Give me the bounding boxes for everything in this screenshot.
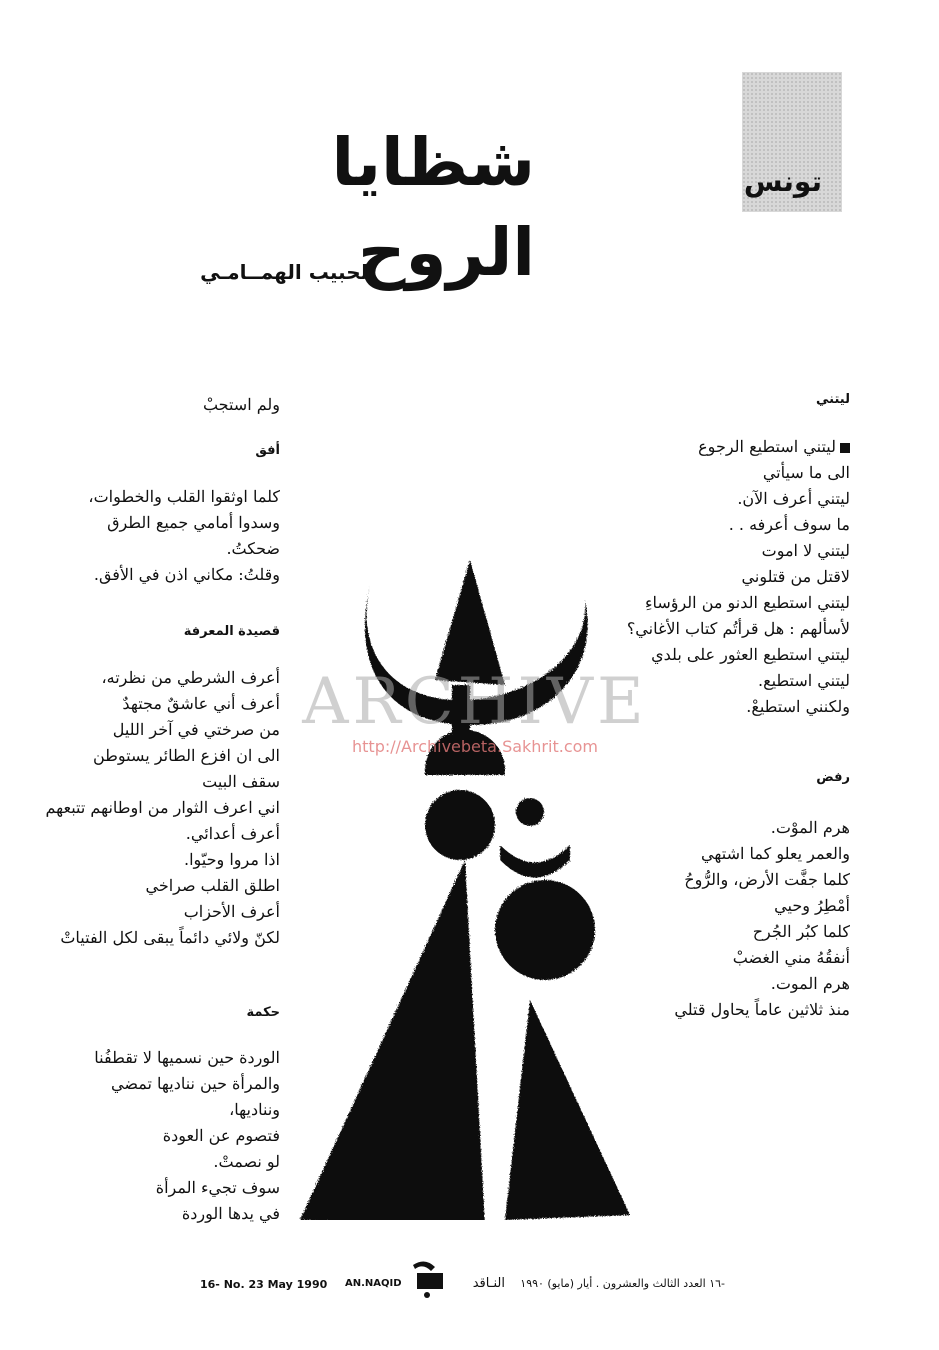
poem-line: أعرف أني عاشقٌ مجتهدٌ: [122, 694, 280, 713]
poem-body-hikma: [60, 1045, 280, 1227]
page-title: شظايا الروح: [331, 124, 535, 291]
poem-line: ليتني أعرف الآن.: [737, 489, 850, 508]
poem-line: وقلتُ: مكاني اذن في الأفق.: [93, 565, 280, 584]
watermark-text: ARCHIVE: [302, 665, 648, 739]
poem-line: أمْطِرُ وحيي: [774, 896, 850, 915]
poem-line: اني اعرف الثوار من اوطانهم تتبعهم: [45, 798, 280, 817]
poem-line: في يدها الوردة: [181, 1204, 280, 1223]
poem-line: الى ما سيأتي: [762, 463, 850, 482]
poem-heading-ufuq: أفق: [255, 443, 280, 458]
poem-line: ليتني استطيع.: [757, 671, 850, 690]
country-box: [742, 72, 842, 212]
poem-line: أنفقُهُ مني الغضبْ: [732, 948, 850, 967]
poem-line: ليتني استطيع العثور على بلدي: [651, 645, 850, 664]
country-label: تونس: [743, 165, 822, 198]
footer-magazine-name-english: AN.NAQID: [345, 1278, 402, 1289]
poem-heading-laytani: ليتني: [816, 392, 850, 407]
poem-line: هرم الموْت.: [770, 818, 850, 837]
poem-line: كلما جفَّت الأرض، والرُّوحُ: [684, 870, 850, 889]
poem-line: الى ان افزع الطائر يستوطن: [93, 746, 280, 765]
author-name: الحبيب الهمــامـي: [200, 260, 375, 284]
poem-line: أعرف الأحزاب: [183, 902, 280, 921]
poem-line: منذ ثلاثين عاماً يحاول قتلي: [674, 1000, 850, 1019]
footer-magazine-name-arabic: النـاقد: [472, 1276, 505, 1291]
poem-line: ولكنني استطيعْ.: [746, 697, 850, 716]
poem-line: فتصوم عن العودة: [162, 1126, 280, 1145]
poem-line: وسدوا أمامي جميع الطرق: [107, 513, 280, 532]
poem-heading-hikma: حكمة: [246, 1005, 280, 1020]
poem-line: كلما كبُر الجُرح: [752, 922, 850, 941]
poem-line: ضحكتُ.: [226, 539, 280, 558]
poem-line: اطلق القلب صراخي: [145, 876, 280, 895]
magazine-logo-icon: [405, 1255, 455, 1300]
abstract-artwork: [270, 560, 640, 1220]
poem-line: كلما اوثقوا القلب والخطوات،: [88, 487, 280, 506]
poem-line: ليتني لا اموت: [761, 541, 850, 560]
poem-line: لأسألهم : هل قرأتُم كتاب الأغاني؟: [626, 619, 850, 638]
poem-line: ونناديها،: [229, 1100, 280, 1119]
watermark-url: http://Archivebeta.Sakhrit.com: [352, 737, 598, 756]
poem-line: ما سوف أعرفه . .: [728, 515, 850, 534]
poem-line: لكنّ ولائي دائماً يبقى لكل الفتياتْ: [60, 928, 280, 947]
poem-line: سقف البيت: [202, 772, 280, 791]
poem-line: ليتني استطيع الدنو من الرؤساءِ: [644, 593, 850, 612]
poem-line: من صرختي في آخر الليل: [112, 720, 280, 739]
poem-body-ufuq: [60, 484, 280, 588]
poem-line: لو نصمتْ.: [213, 1152, 280, 1171]
poem-line: هرم الموت.: [770, 974, 850, 993]
poem-line: والعمر يعلو كما اشتهي: [701, 844, 850, 863]
footer-issue-english: 16- No. 23 May 1990: [200, 1278, 328, 1291]
poem-heading-rafd: رفض: [816, 770, 850, 785]
poem-body-marifa: [45, 665, 280, 951]
poem-line: الوردة حين نسميها لا تقطفُنا: [94, 1048, 280, 1067]
poem-line: لاقتل من قتلوني: [741, 567, 850, 586]
footer-issue-arabic: -١٦ العدد الثالث والعشرون . أيار (مايو) ١٩٩٠: [520, 1277, 725, 1290]
square-bullet-icon: [840, 443, 850, 453]
poem-line: أعرف الشرطي من نظرته،: [101, 668, 280, 687]
poem-line: اذا مروا وحيّوا.: [184, 850, 280, 869]
poem-heading-marifa: قصيدة المعرفة: [183, 624, 280, 639]
poem-line: والمرأة حين نناديها تمضي: [110, 1074, 280, 1093]
poem-line: سوف تجيء المرأة: [155, 1178, 280, 1197]
poem-line: أعرف أعدائي.: [185, 824, 280, 843]
poem-line: ليتني استطيع الرجوع: [560, 434, 850, 460]
poem-intro-line: ولم استجبْ: [202, 395, 280, 414]
